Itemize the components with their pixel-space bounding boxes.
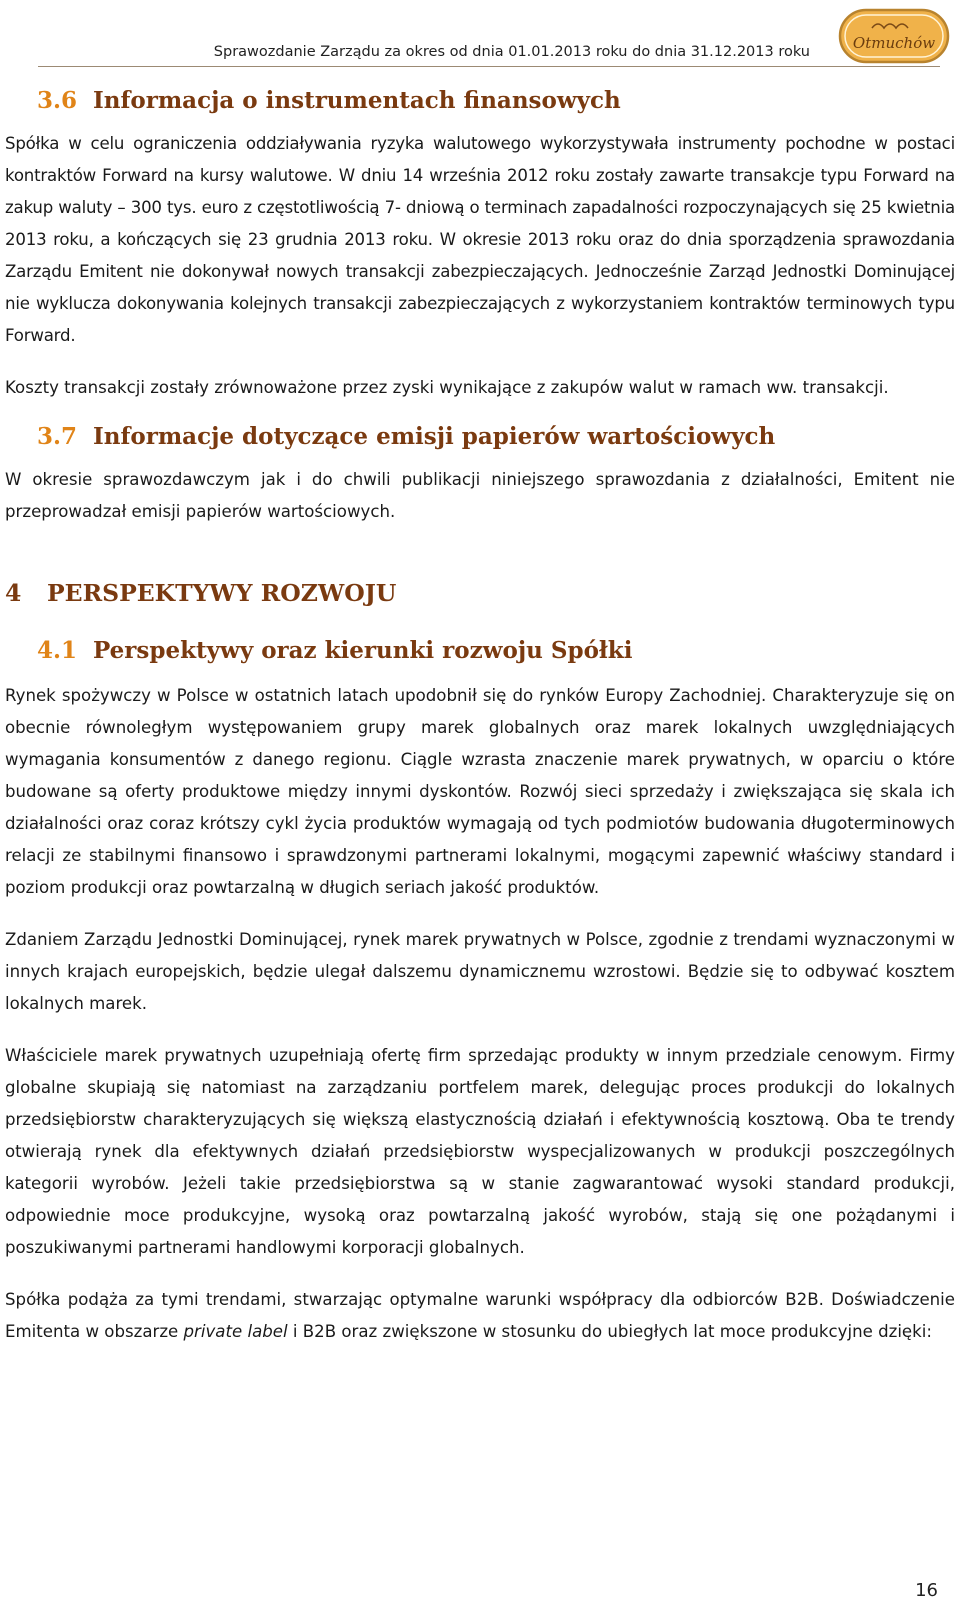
section-title: Informacje dotyczące emisji papierów wartościowych [93, 423, 776, 450]
paragraph-text: Spółka podąża za tymi trendami, stwarzając optymalne warunki współpracy dla odbiorców B2B. Doświadczenie Emitenta w obszarze [5, 1290, 955, 1341]
chapter-heading-4 [5, 578, 955, 608]
section-title: Informacja o instrumentach finansowych [93, 87, 621, 114]
paragraph: Spółka w celu ograniczenia oddziaływania ryzyka walutowego wykorzystywała instrumenty pochodne w postaci kontraktów Forward na kursy walutowe. W dniu 14 września 2012 roku zostały zawarte transakcje typu Forward na zakup waluty – 300 tys. euro z częstotliwością 7- dniową o terminach zapadalności rozpoczynających się 25 kwietnia 2013 roku, a kończących się 23 grudnia 2013 roku. W okresie 2013 roku oraz do dnia sporządzenia sprawozdania Zarządu Emitent nie dokonywał nowych transakcji zabezpieczających. Jednocześnie Zarząd Jednostki Dominującej nie wyklucza dokonywania kolejnych transakcji zabezpieczających z wykorzystaniem kontraktów terminowych typu Forward. [5, 134, 955, 345]
section-heading-3-6 [5, 86, 955, 116]
section-heading-4-1 [5, 636, 955, 666]
paragraph: W okresie sprawozdawczym jak i do chwili publikacji niniejszego sprawozdania z działalności, Emitent nie przeprowadzał emisji papierów wartościowych. [5, 470, 955, 521]
report-period-title: Sprawozdanie Zarządu za okres od dnia 01.01.2013 roku do dnia 31.12.2013 roku [213, 44, 810, 60]
chapter-title: PERSPEKTYWY ROZWOJU [47, 579, 397, 607]
paragraph-text: i B2B oraz zwiększone w stosunku do ubiegłych lat moce produkcyjne dzięki: [287, 1322, 932, 1341]
header-divider [38, 66, 940, 67]
paragraph: Zdaniem Zarządu Jednostki Dominującej, rynek marek prywatnych w Polsce, zgodnie z trendami wyznaczonymi w innych krajach europejskich, będzie ulegał dalszemu dynamicznemu wzrostowi. Będzie się to odbywać kosztem lokalnych marek. [5, 930, 955, 1013]
paragraph [5, 1284, 955, 1348]
section-title: Perspektywy oraz kierunki rozwoju Spółki [93, 637, 633, 664]
company-logo [838, 8, 950, 64]
document-body [5, 80, 955, 1348]
section-number: 4.1 [37, 637, 78, 664]
page-number: 16 [915, 1580, 938, 1601]
section-heading-3-7 [5, 422, 955, 452]
italic-term: private label [183, 1322, 288, 1341]
section-number: 3.6 [37, 87, 78, 114]
paragraph: Rynek spożywczy w Polsce w ostatnich latach upodobnił się do rynków Europy Zachodniej. Charakteryzuje się on obecnie równoległym występowaniem grupy marek globalnych oraz marek lokalnych uwzględniających wymagania konsumentów z danego regionu. Ciągle wzrasta znaczenie marek prywatnych, w oparciu o które budowane są oferty produktowe między innymi dyskontów. Rozwój sieci sprzedaży i zwiększająca się skala ich działalności oraz coraz krótszy cykl życia produktów wymagają od tych podmiotów budowania długoterminowych relacji ze stabilnymi finansowo i sprawdzonymi partnerami lokalnymi, mogącymi zapewnić właściwy standard i poziom produkcji oraz powtarzalną w długich seriach jakość produktów. [5, 686, 955, 897]
section-number: 3.7 [37, 423, 78, 450]
paragraph: Koszty transakcji zostały zrównoważone przez zyski wynikające z zakupów walut w ramach ww. transakcji. [5, 378, 889, 397]
paragraph: Właściciele marek prywatnych uzupełniają ofertę firm sprzedając produkty w innym przedziale cenowym. Firmy globalne skupiają się natomiast na zarządzaniu portfelem marek, delegując proces produkcji do lokalnych przedsiębiorstw charakteryzujących się większą elastycznością działań i efektywnością kosztową. Oba te trendy otwierają rynek dla efektywnych działań przedsiębiorstw wyspecjalizowanych w produkcji poszczególnych kategorii wyrobów. Jeżeli takie przedsiębiorstwa są w stanie zagwarantować wysoki standard produkcji, odpowiednie moce produkcyjne, wysoką oraz powtarzalną jakość wyrobów, stają się one pożądanymi i poszukiwanymi partnerami handlowymi korporacji globalnych. [5, 1046, 955, 1257]
chapter-number: 4 [5, 579, 22, 607]
logo-text: Otmuchów [852, 34, 936, 52]
